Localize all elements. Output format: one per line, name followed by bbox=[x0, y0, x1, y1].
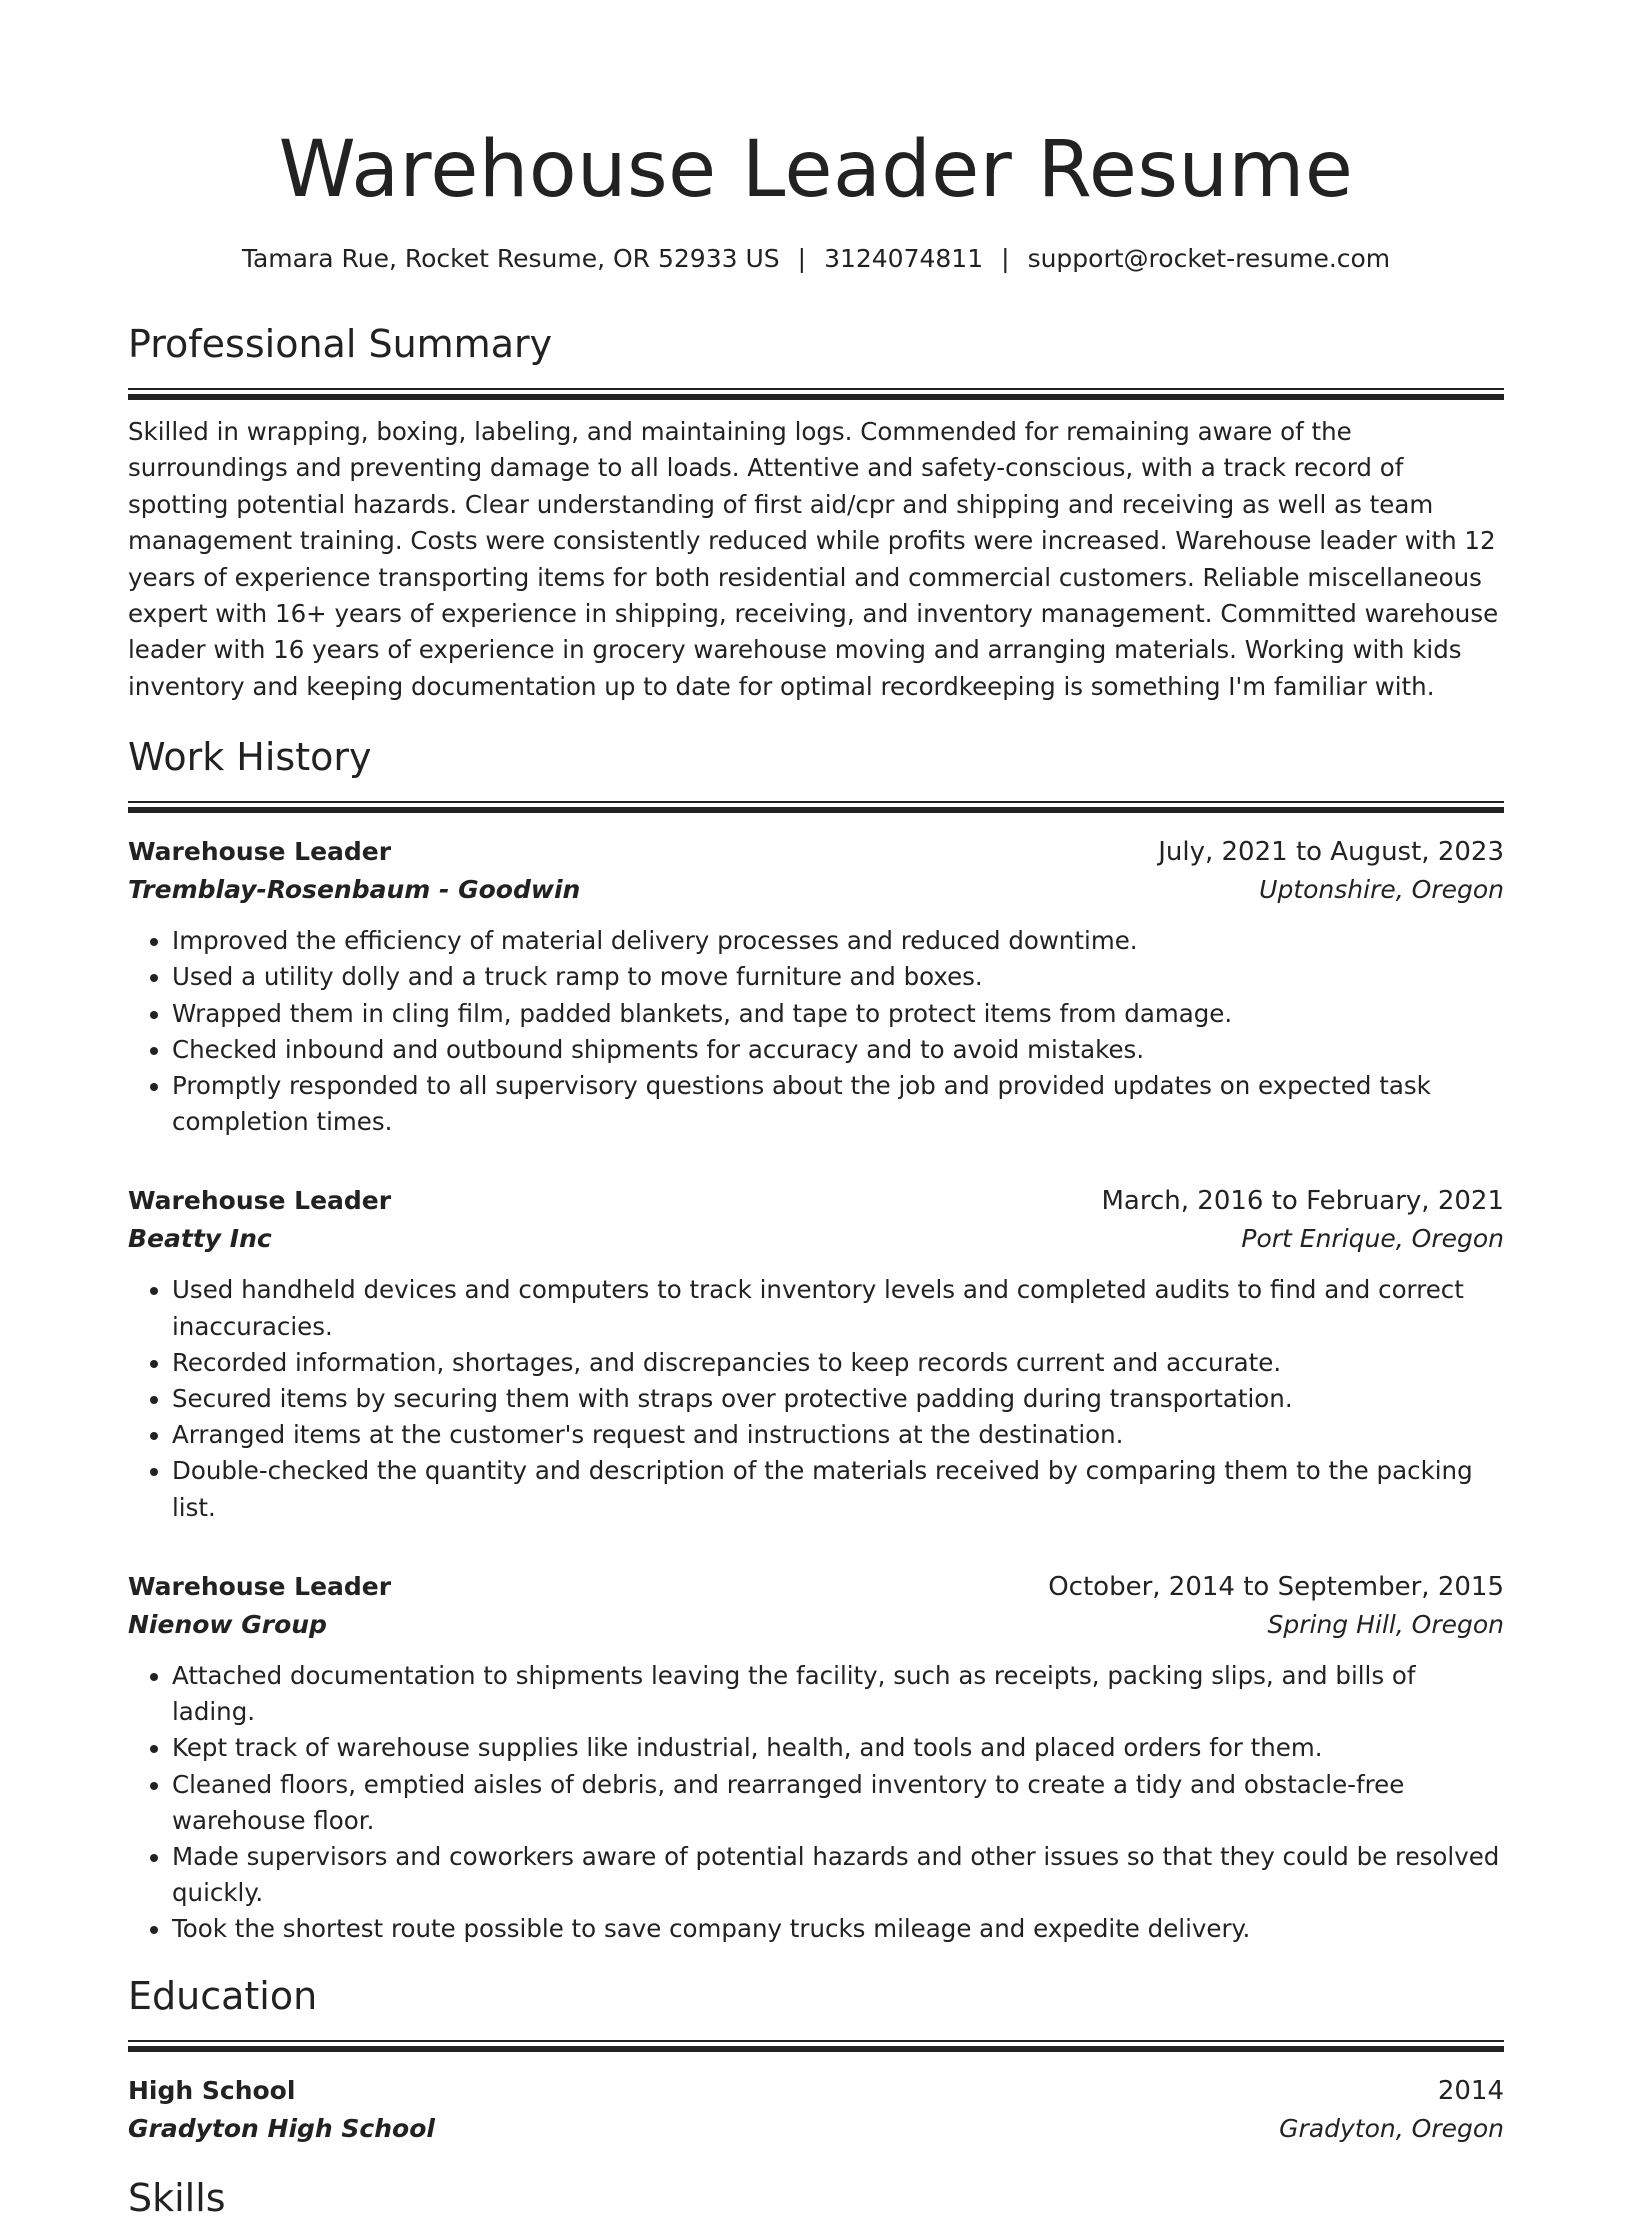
job-bullet: • Kept track of warehouse supplies like industrial, health, and tools and placed orders for them. bbox=[172, 1730, 1504, 1766]
section-divider bbox=[128, 394, 1504, 400]
job-bullet: • Double-checked the quantity and description of the materials received by comparing them to the packing list. bbox=[172, 1453, 1504, 1525]
job-bullet: • Used a utility dolly and a truck ramp to move furniture and boxes. bbox=[172, 959, 1504, 995]
job-company-row bbox=[128, 871, 1504, 909]
work-history-section bbox=[128, 735, 1504, 1947]
job-header-row bbox=[128, 1182, 1504, 1220]
job-company-row bbox=[128, 1220, 1504, 1258]
job-dates: March, 2016 to February, 2021 bbox=[1101, 1186, 1504, 1217]
section-divider bbox=[128, 2046, 1504, 2052]
job-bullet: • Secured items by securing them with straps over protective padding during transportation. bbox=[172, 1381, 1504, 1417]
job-bullets bbox=[128, 923, 1504, 1140]
section-divider bbox=[128, 2040, 1504, 2042]
contact-email: support@rocket-resume.com bbox=[1027, 244, 1391, 273]
section-heading: Professional Summary bbox=[128, 322, 553, 366]
job-location: Spring Hill, Oregon bbox=[1267, 1609, 1504, 1639]
job-location: Port Enrique, Oregon bbox=[1241, 1224, 1504, 1254]
contact-separator: | bbox=[1001, 244, 1010, 273]
job-company: Beatty Inc bbox=[128, 1224, 272, 1254]
contact-line bbox=[128, 242, 1504, 276]
job-header-row bbox=[128, 1568, 1504, 1606]
job-dates: October, 2014 to September, 2015 bbox=[1048, 1571, 1504, 1602]
summary-text: Skilled in wrapping, boxing, labeling, and maintaining logs. Commended for remaining aware of the surroundings and preventing damage to all loads. Attentive and safety-conscious, with a track record of spotting potential hazards. Clear understanding of first aid/cpr and shipping and receiving as well as team management training. Costs were consistently reduced while profits were increased. Warehouse leader with 12 years of experience transporting items for both residential and commercial customers. Reliable miscellaneous expert with 16+ years of experience in shipping, receiving, and inventory management. Committed warehouse leader with 16 years of experience in grocery warehouse moving and arranging materials. Working with kids inventory and keeping documentation up to date for optimal recordkeeping is something I'm familiar with. bbox=[128, 417, 1499, 701]
education-degree: High School bbox=[128, 2075, 296, 2105]
education-header-row bbox=[128, 2072, 1504, 2110]
section-divider bbox=[128, 807, 1504, 813]
job-bullets bbox=[128, 1658, 1504, 1948]
section-heading: Education bbox=[128, 1973, 318, 2018]
contact-address: Tamara Rue, Rocket Resume, OR 52933 US bbox=[241, 244, 780, 273]
contact-phone: 3124074811 bbox=[824, 244, 984, 273]
job-entry bbox=[128, 833, 1504, 1140]
job-role: Warehouse Leader bbox=[128, 1186, 392, 1216]
job-bullet: • Promptly responded to all supervisory questions about the job and provided updates on expected task completion times. bbox=[172, 1068, 1504, 1140]
job-entry bbox=[128, 1182, 1504, 1525]
education-section bbox=[128, 1974, 1504, 2148]
job-entry bbox=[128, 1568, 1504, 1948]
job-bullet: • Recorded information, shortages, and discrepancies to keep records current and accurate. bbox=[172, 1345, 1504, 1381]
section-divider bbox=[128, 801, 1504, 803]
summary-section bbox=[128, 322, 1504, 705]
job-bullet: • Attached documentation to shipments leaving the facility, such as receipts, packing slips, and bills of lading. bbox=[172, 1658, 1504, 1730]
job-bullet: • Made supervisors and coworkers aware of potential hazards and other issues so that they could be resolved quickly. bbox=[172, 1839, 1504, 1911]
job-dates: July, 2021 to August, 2023 bbox=[1158, 837, 1504, 868]
job-bullet: • Took the shortest route possible to save company trucks mileage and expedite delivery. bbox=[172, 1911, 1504, 1947]
education-year: 2014 bbox=[1437, 2075, 1504, 2106]
education-location: Gradyton, Oregon bbox=[1279, 2113, 1504, 2143]
job-bullets bbox=[128, 1272, 1504, 1525]
job-bullet: • Cleaned floors, emptied aisles of debris, and rearranged inventory to create a tidy and obstacle-free warehouse floor. bbox=[172, 1767, 1504, 1839]
education-school-row bbox=[128, 2110, 1504, 2148]
section-heading: Skills bbox=[128, 2175, 226, 2220]
job-location: Uptonshire, Oregon bbox=[1259, 875, 1504, 905]
job-role: Warehouse Leader bbox=[128, 837, 392, 867]
section-divider bbox=[128, 388, 1504, 390]
education-school: Gradyton High School bbox=[128, 2113, 435, 2143]
resume-title: Warehouse Leader Resume bbox=[278, 125, 1354, 215]
job-company: Nienow Group bbox=[128, 1609, 327, 1639]
education-entry bbox=[128, 2072, 1504, 2148]
job-bullet: • Checked inbound and outbound shipments for accuracy and to avoid mistakes. bbox=[172, 1032, 1504, 1068]
job-company-row bbox=[128, 1606, 1504, 1644]
job-bullet: • Arranged items at the customer's request and instructions at the destination. bbox=[172, 1417, 1504, 1453]
contact-separator: | bbox=[797, 244, 807, 273]
job-bullet: • Improved the efficiency of material delivery processes and reduced downtime. bbox=[172, 923, 1504, 959]
job-role: Warehouse Leader bbox=[128, 1571, 392, 1601]
section-heading: Work History bbox=[128, 735, 372, 780]
skills-section bbox=[128, 2176, 1504, 2220]
job-bullet: • Wrapped them in cling film, padded blankets, and tape to protect items from damage. bbox=[172, 996, 1504, 1032]
job-bullet: • Used handheld devices and computers to track inventory levels and completed audits to find and correct inaccuracies. bbox=[172, 1272, 1504, 1344]
job-company: Tremblay-Rosenbaum - Goodwin bbox=[128, 875, 581, 905]
job-header-row bbox=[128, 833, 1504, 871]
